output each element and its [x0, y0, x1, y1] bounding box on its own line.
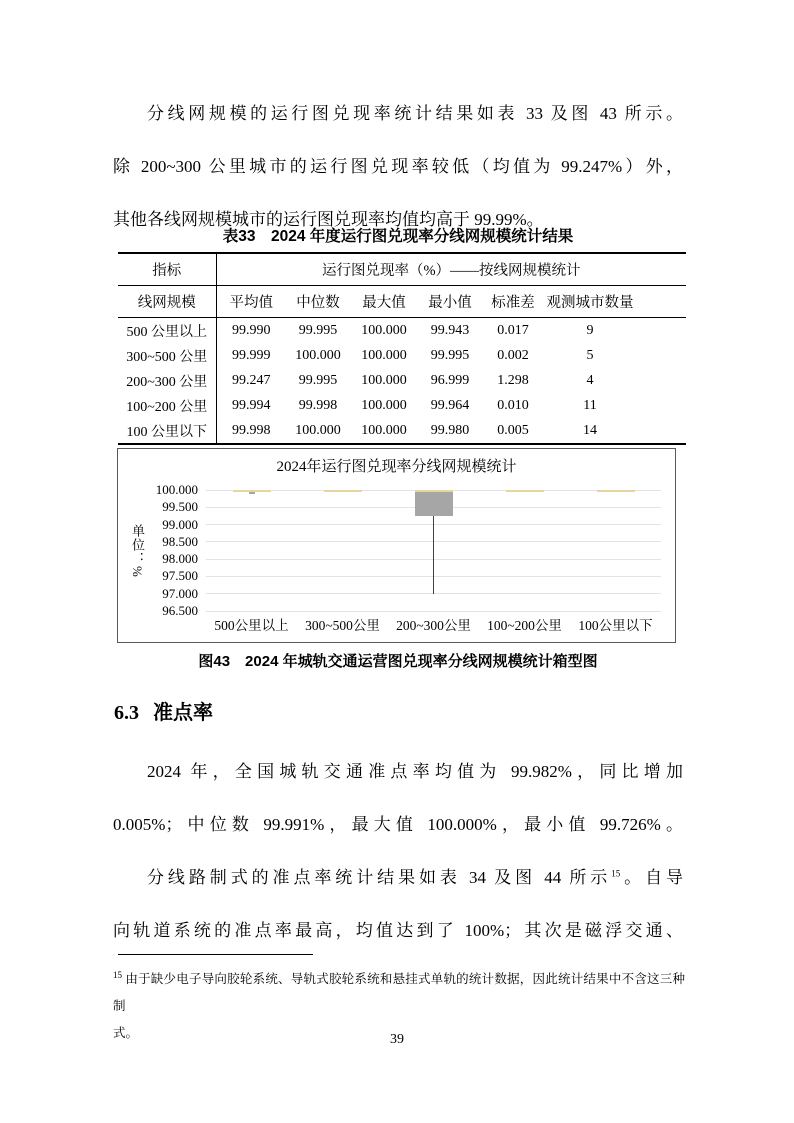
chart-title: 2024年运行图兑现率分线网规模统计: [276, 459, 517, 475]
table-cell: 100.000: [361, 347, 407, 363]
paragraph-line: 其他各线网规模城市的运行图兑现率均值均高于 99.99%。: [113, 210, 544, 229]
paragraph-line: 向轨道系统的准点率最高，均值达到了 100%；其次是磁浮交通、: [113, 921, 683, 940]
table-cell: 100.000: [295, 422, 341, 438]
row-label: 500 公里以上: [118, 318, 216, 344]
statistics-table: [118, 252, 686, 445]
y-tick-label: 97.500: [162, 568, 198, 584]
table-cell: 99.964: [430, 397, 470, 413]
paragraph-line: 分线网规模的运行图兑现率统计结果如表 33 及图 43 所示。: [147, 104, 683, 123]
column-header: 中位数: [286, 286, 350, 318]
paragraph-line: 0.005%；中位数 99.991%，最大值 100.000%，最小值 99.726%。: [113, 815, 683, 834]
table-cell: 0.002: [497, 347, 529, 363]
paragraph-line: 除 200~300 公里城市的运行图兑现率较低（均值为 99.247%）外，: [113, 157, 683, 176]
page-number: 39: [390, 1032, 404, 1047]
row-label: 300~500 公里: [118, 343, 216, 368]
paragraph-1: [113, 87, 683, 246]
section-heading: [114, 698, 213, 728]
table-cell: 99.998: [298, 397, 338, 413]
y-tick-label: 99.000: [162, 516, 198, 532]
column-header: 最大值: [350, 286, 418, 318]
boxplot-chart: [117, 448, 676, 643]
paragraph-text: 。自导: [620, 868, 684, 887]
section-title: 准点率: [153, 702, 213, 724]
median-tick: [249, 492, 255, 494]
y-tick-label: 100.000: [155, 482, 198, 497]
row-label: 200~300 公里: [118, 368, 216, 393]
table-cell: 99.995: [298, 372, 338, 388]
table-cell: 99.247: [232, 372, 271, 388]
footnote-line: 式。: [113, 1026, 139, 1040]
paragraph-3: [113, 851, 683, 957]
column-header: 最小值: [418, 286, 482, 318]
table-cell: 100.000: [361, 397, 407, 413]
category-label: 300~500公里: [305, 618, 380, 633]
header-group: 运行图兑现率（%）——按线网规模统计: [216, 253, 686, 286]
y-axis-label: 单位：%: [130, 523, 145, 578]
row-label: 100~200 公里: [118, 393, 216, 418]
category-label: 100~200公里: [487, 618, 562, 633]
y-tick-label: 97.000: [162, 585, 198, 601]
table-cell: 100.000: [361, 322, 407, 338]
column-header: 标准差: [482, 286, 544, 318]
box-upper: [506, 490, 544, 492]
column-header: 线网规模: [118, 286, 216, 318]
table-cell: 9: [586, 322, 594, 338]
category-label: 500公里以上: [214, 618, 289, 633]
box-upper: [597, 490, 635, 492]
table-cell: 14: [583, 422, 598, 438]
table-cell: 0.005: [497, 422, 529, 438]
table-body: [118, 318, 686, 445]
paragraph-line: [113, 851, 683, 904]
table-header-row-1: [118, 253, 686, 286]
y-tick-label: 99.500: [162, 499, 198, 515]
table-cell: 11: [583, 397, 597, 413]
paragraph-line: 2024 年，全国城轨交通准点率均值为 99.982%，同比增加: [147, 762, 683, 781]
table-cell: 100.000: [361, 372, 407, 388]
whisker: [433, 516, 434, 594]
table-header-row-2: [118, 286, 686, 318]
y-tick-label: 98.000: [162, 551, 198, 567]
y-tick-label: 98.500: [162, 533, 198, 549]
table-cell: 1.298: [497, 372, 529, 388]
table-row: [118, 318, 686, 344]
table-cell: 99.998: [232, 422, 271, 438]
y-tick-label: 96.500: [162, 603, 198, 618]
paragraph-2: [113, 745, 683, 851]
table-cell: 96.999: [430, 372, 470, 388]
figure-caption: 图43 2024 年城轨交通运营图兑现率分线网规模统计箱型图: [198, 653, 598, 670]
header-indicator: 指标: [118, 253, 216, 286]
table-row: [118, 343, 686, 368]
footnote-text: 由于缺少电子导向胶轮系统、导轨式胶轮系统和悬挂式单轨的统计数据，因此统计结果中不含这三种制: [113, 972, 685, 1013]
table-row: [118, 368, 686, 393]
table-cell: 99.990: [232, 322, 271, 338]
footnote-reference: 15: [611, 868, 621, 879]
box-lower: [415, 492, 453, 516]
table-cell: 99.980: [430, 422, 470, 438]
table-cell: 99.943: [430, 322, 470, 338]
table-cell: 100.000: [361, 422, 407, 438]
table-cell: 100.000: [295, 347, 341, 363]
footnote-line: [113, 966, 685, 1020]
row-label: 100 公里以下: [118, 418, 216, 444]
footnote-separator: [118, 954, 313, 955]
table-title: 表33 2024 年度运行图兑现率分线网规模统计结果: [222, 228, 574, 245]
column-header: 平均值: [216, 286, 286, 318]
column-header: 观测城市数量: [544, 286, 686, 318]
table-row: [118, 418, 686, 444]
category-label: 100公里以下: [578, 618, 653, 633]
table-row: [118, 393, 686, 418]
table-cell: 4: [586, 372, 594, 388]
paragraph-text: 分线路制式的准点率统计结果如表 34 及图 44 所示: [147, 868, 612, 887]
gridline: [206, 611, 661, 612]
category-label: 200~300公里: [396, 618, 471, 633]
table-cell: 0.017: [497, 322, 529, 338]
footnote-marker: 15: [113, 969, 122, 980]
table-cell: 99.995: [298, 322, 338, 338]
table-cell: 5: [586, 347, 594, 363]
table-cell: 99.999: [232, 347, 271, 363]
box-upper: [324, 490, 362, 492]
table-cell: 99.995: [430, 347, 470, 363]
section-number: 6.3: [114, 702, 139, 724]
table-cell: 99.994: [232, 397, 271, 413]
table-cell: 0.010: [497, 397, 529, 413]
